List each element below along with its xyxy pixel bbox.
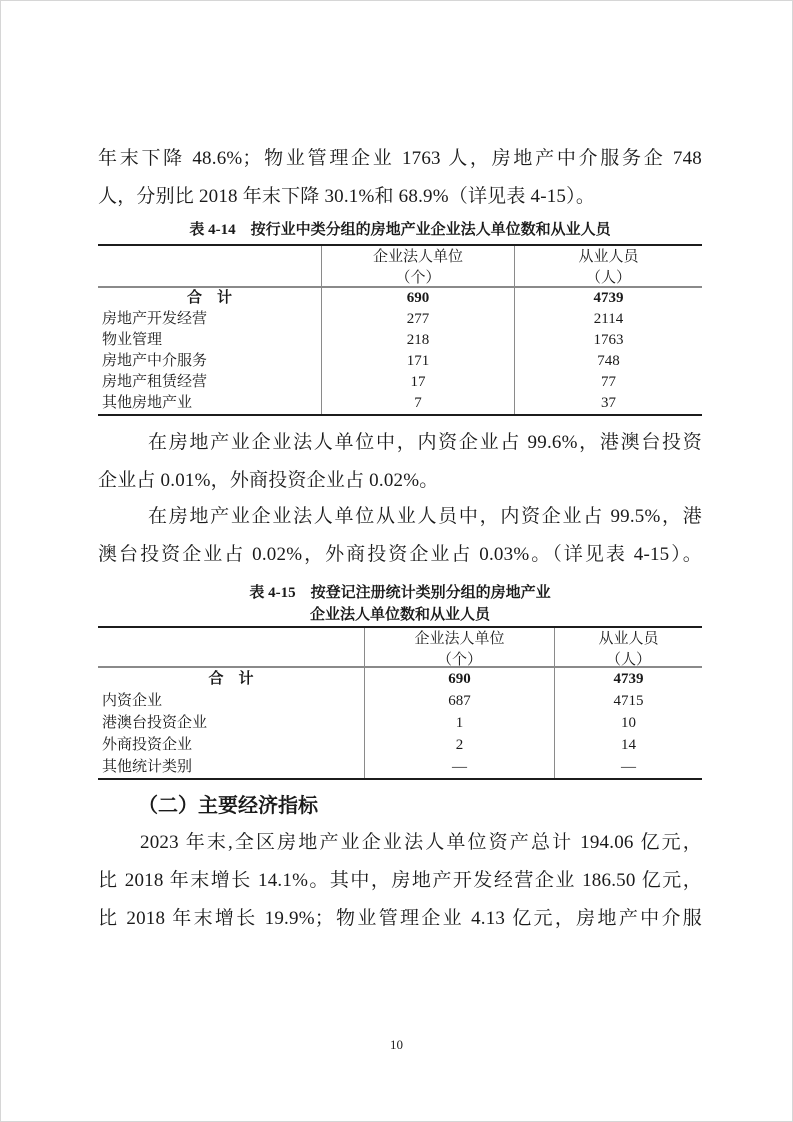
table-persons-cell: 10: [554, 712, 702, 734]
table-persons-cell: 2114: [514, 309, 702, 330]
table-persons-cell: 4739: [554, 668, 702, 690]
table-4-15-title: [98, 582, 702, 626]
table-persons-cell: 77: [514, 372, 702, 393]
body-text-line: 年末下降 48.6%；物业管理企业 1763 人，房地产中介服务企 748: [98, 148, 702, 169]
table-row-label: 合 计: [208, 671, 254, 687]
table-row-label: 房地产租赁经营: [102, 374, 208, 390]
table-header-units-line1: 企业法人单位: [414, 631, 505, 647]
table-header-units: [321, 246, 514, 288]
table-4-14: [98, 244, 702, 416]
table-units-cell: 1: [364, 712, 554, 734]
table-4-15: [98, 626, 702, 780]
table-units-cell: 687: [364, 690, 554, 712]
table-header-empty-cell: [98, 628, 364, 668]
table-row-label: 内资企业: [102, 693, 163, 709]
table-header-units-line1: 企业法人单位: [372, 249, 463, 265]
section-heading-economic-indicators: （二）主要经济指标: [138, 795, 318, 817]
table-header-persons: [554, 628, 702, 668]
body-text-line: 比 2018 年末增长 19.9%；物业管理企业 4.13 亿元，房地产中介服: [98, 908, 702, 929]
table-row-label: 港澳台投资企业: [102, 715, 208, 731]
table-persons-cell: 748: [514, 351, 702, 372]
page-number: 10: [390, 1037, 403, 1052]
table-header-units-line2: （个）: [436, 652, 482, 668]
table-units-cell: 218: [321, 330, 514, 351]
paragraph-continuation: [98, 140, 702, 216]
table-header-persons-line1: 从业人员: [598, 631, 659, 647]
table-units-cell: 690: [321, 288, 514, 309]
body-text-line: 澳台投资企业占 0.02%，外商投资企业占 0.03%。（详见表 4-15）。: [98, 544, 702, 565]
table-row-label: 房地产中介服务: [102, 353, 208, 369]
body-text-line: 人，分别比 2018 年末下降 30.1%和 68.9%（详见表 4-15）。: [98, 186, 596, 207]
body-text-line: 企业占 0.01%，外商投资企业占 0.02%。: [98, 470, 439, 491]
table-header-units: [364, 628, 554, 668]
body-text-line: 比 2018 年末增长 14.1%。其中，房地产开发经营企业 186.50 亿元，: [98, 870, 702, 891]
table-persons-cell: 1763: [514, 330, 702, 351]
table-units-cell: 171: [321, 351, 514, 372]
table-row-label: 外商投资企业: [102, 737, 193, 753]
table-header-persons-line2: （人）: [605, 652, 651, 668]
table-row-label: 其他房地产业: [102, 395, 193, 411]
table-header-units-line2: （个）: [395, 270, 441, 286]
table-4-15-title-line1: 表 4-15 按登记注册统计类别分组的房地产业: [249, 585, 551, 601]
table-units-cell: 7: [321, 393, 514, 414]
table-units-cell: 2: [364, 734, 554, 756]
table-persons-cell: 14: [554, 734, 702, 756]
table-row-label: 房地产开发经营: [102, 311, 208, 327]
table-header-persons-line2: （人）: [585, 270, 631, 286]
table-units-cell: 690: [364, 668, 554, 690]
table-header-empty-cell: [98, 246, 321, 288]
table-persons-cell: 4715: [554, 690, 702, 712]
table-header-persons: [514, 246, 702, 288]
table-header-persons-line1: 从业人员: [578, 249, 639, 265]
paragraph-staff-composition: [98, 498, 702, 574]
table-units-cell: 17: [321, 372, 514, 393]
table-row-label: 其他统计类别: [102, 759, 193, 775]
body-text-line: 在房地产业企业法人单位从业人员中，内资企业占 99.5%，港: [148, 506, 702, 527]
table-4-15-title-line2: 企业法人单位数和从业人员: [309, 607, 490, 623]
table-4-14-title: 表 4-14 按行业中类分组的房地产业企业法人单位数和从业人员: [189, 222, 611, 238]
table-row-label: 合 计: [186, 290, 232, 306]
table-persons-cell: —: [554, 756, 702, 778]
table-persons-cell: 4739: [514, 288, 702, 309]
paragraph-units-composition: [98, 424, 702, 500]
body-text-line: 2023 年末,全区房地产业企业法人单位资产总计 194.06 亿元，: [140, 832, 702, 853]
table-row-label: 物业管理: [102, 332, 163, 348]
body-text-line: 在房地产业企业法人单位中，内资企业占 99.6%，港澳台投资: [148, 432, 702, 453]
table-units-cell: —: [364, 756, 554, 778]
paragraph-economic-indicators: [98, 824, 702, 938]
table-units-cell: 277: [321, 309, 514, 330]
table-persons-cell: 37: [514, 393, 702, 414]
